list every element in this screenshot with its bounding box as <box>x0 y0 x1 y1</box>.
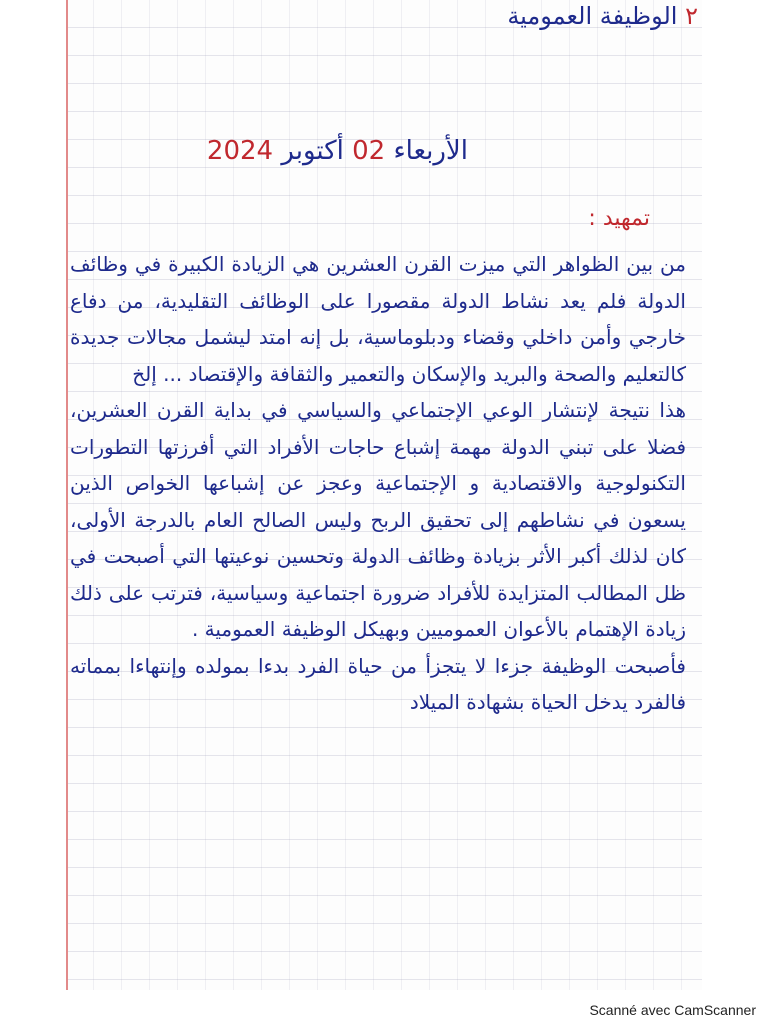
section-heading: تمهيد : <box>588 206 650 231</box>
margin-line <box>66 0 68 990</box>
date-year: 2024 <box>206 136 274 166</box>
body-text <box>70 246 686 721</box>
date-line <box>207 136 468 166</box>
date-day: 02 <box>352 136 386 166</box>
title-text: الوظيفة العمومية <box>507 2 678 30</box>
date-weekday: الأربعاء <box>393 136 468 166</box>
paragraph: من بين الظواهر التي ميزت القرن العشرين هي الزيادة الكبيرة في وظائف الدولة فلم يعد نشاط الدولة مقصورا على الوظائف التقليدية، من دفاع خارجي وأمن داخلي وقضاء ودبلوماسية، بل إنه امتد ليشمل مجالات جديدة كالتعليم والصحة والبريد والإسكان والتعمير والثقافة والإقتصاد ... إلخ <box>70 252 686 386</box>
title-number: ٢ <box>685 2 698 30</box>
date-month: أكتوبر <box>281 136 344 166</box>
scanner-watermark: Scanné avec CamScanner <box>589 1002 756 1018</box>
page-title <box>507 2 698 30</box>
paragraph: فأصبحت الوظيفة جزءا لا يتجزأ من حياة الفرد بدءا بمولده وإنتهاءا بمماته فالفرد يدخل الحياة بشهادة الميلاد <box>70 653 686 714</box>
paragraph: هذا نتيجة لإنتشار الوعي الإجتماعي والسياسي في بداية القرن العشرين، فضلا على تبني الدولة مهمة إشباع حاجات الأفراد التي أفرزتها التطورات التكنولوجية والاقتصادية و الإجتماعية وعجز عن إشباعها الخواص الذين يسعون في نشاطهم إلى تحقيق الربح وليس الصالح العام بالدرجة الأولى، كان لذلك أكبر الأثر بزيادة وظائف الدولة وتحسين نوعيتها التي أصبحت في ظل المطالب المتزايدة للأفراد ضرورة اجتماعية وسياسية، فترتب على ذلك زيادة الإهتمام بالأعوان العموميين وبهيكل الوظيفة العمومية . <box>70 398 686 641</box>
